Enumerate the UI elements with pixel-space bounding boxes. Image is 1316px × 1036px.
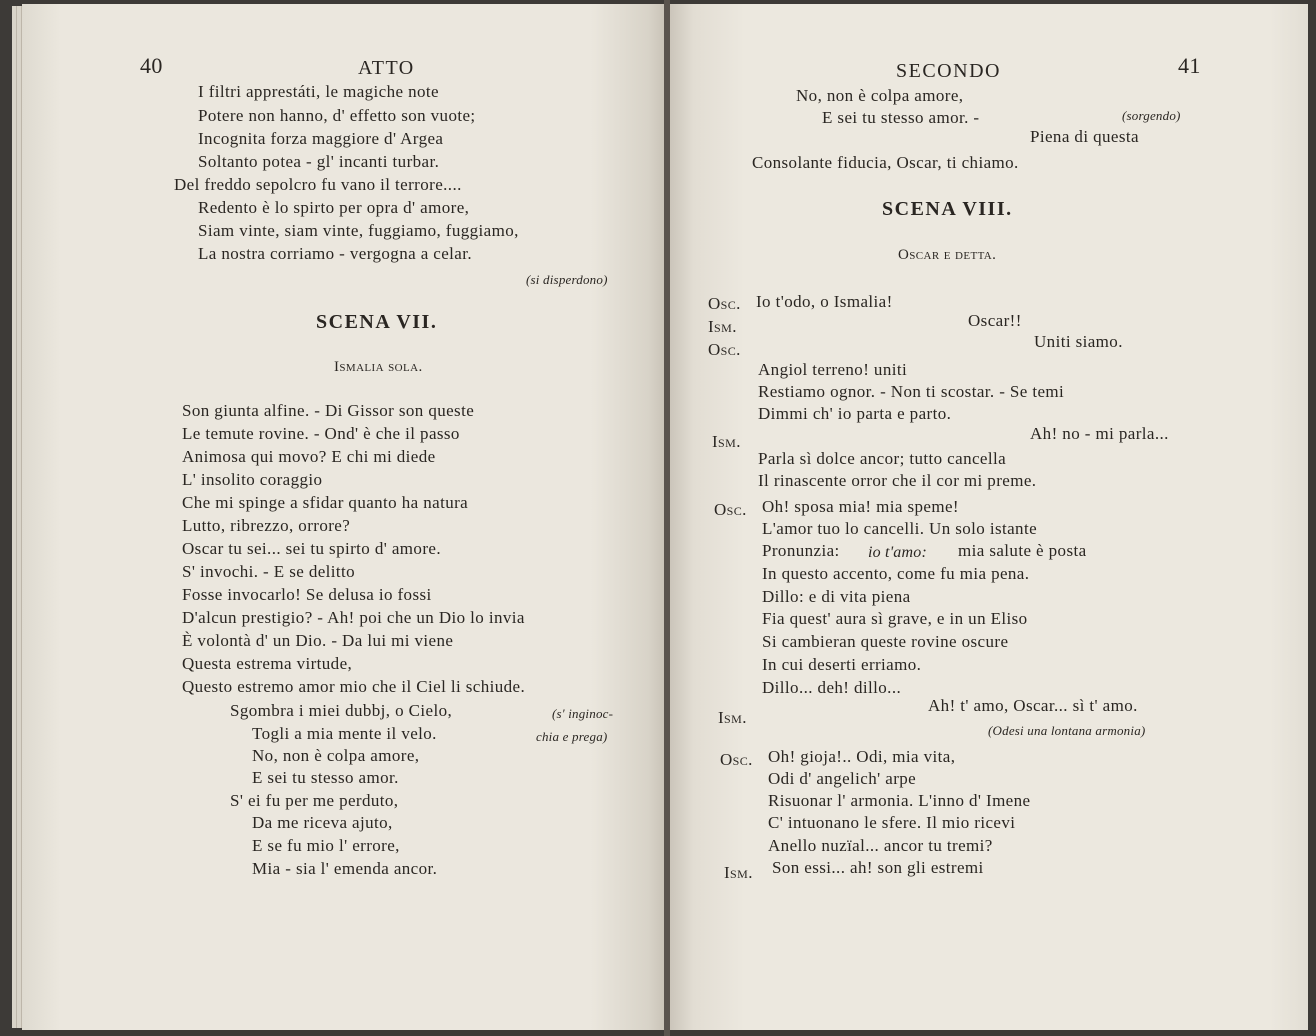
aria-line: Togli a mia mente il velo. (252, 724, 437, 743)
monologue-line: Le temute rovine. - Ond' è che il passo (182, 424, 460, 443)
speaker-label: Osc. (708, 340, 741, 359)
dialogue-line: Dimmi ch' io parta e parto. (758, 404, 952, 423)
scene-cast: Ismalia sola. (334, 359, 423, 375)
dialogue-line: Restiamo ognor. - Non ti scostar. - Se temi (758, 382, 1065, 401)
dialogue-line: In cui deserti erriamo. (762, 655, 922, 674)
aria-line: Mia - sia l' emenda ancor. (252, 859, 438, 878)
scene-title: SCENA VII. (316, 311, 438, 333)
dialogue-line: Dillo: e di vita piena (762, 587, 911, 606)
page-number: 41 (1178, 53, 1201, 78)
dialogue-line: Risuonar l' armonia. L'inno d' Imene (768, 791, 1031, 810)
dialogue-line: mia salute è posta (958, 541, 1087, 560)
dialogue-line: Anello nuzïal... ancor tu tremi? (768, 836, 993, 855)
page-number: 40 (140, 53, 163, 78)
monologue-line: Lutto, ribrezzo, orrore? (182, 516, 351, 535)
verse-line: Incognita forza maggiore d' Argea (198, 129, 444, 148)
verse-line: Soltanto potea - gl' incanti turbar. (198, 152, 440, 171)
scene-title: SCENA VIII. (882, 198, 1013, 220)
stage-direction: (Odesi una lontana armonia) (988, 723, 1146, 738)
stage-direction: (si disperdono) (526, 272, 608, 287)
dialogue-line: Parla sì dolce ancor; tutto cancella (758, 449, 1007, 468)
verse-line: Piena di questa (1030, 127, 1139, 146)
dialogue-line: Odi d' angelich' arpe (768, 769, 917, 788)
monologue-line: Son giunta alfine. - Di Gissor son queste (182, 401, 475, 420)
speaker-label: Ism. (712, 432, 741, 451)
dialogue-line: Pronunzia: (762, 541, 840, 560)
dialogue-line: Fia quest' aura sì grave, e in un Eliso (762, 609, 1028, 628)
aria-line: Da me riceva ajuto, (252, 813, 393, 832)
left-page (22, 4, 668, 1030)
stage-direction: (sorgendo) (1122, 108, 1181, 123)
scene-cast: Oscar e detta. (898, 247, 997, 263)
dialogue-line: Dillo... deh! dillo... (762, 678, 902, 697)
monologue-line: L' insolito coraggio (182, 470, 323, 489)
aria-line: E sei tu stesso amor. (252, 768, 399, 787)
dialogue-line: In questo accento, come fu mia pena. (762, 564, 1030, 583)
dialogue-line: Angiol terreno! uniti (758, 360, 908, 379)
monologue-line: Animosa qui movo? E chi mi diede (182, 447, 436, 466)
verse-line: Potere non hanno, d' effetto son vuote; (198, 106, 476, 125)
monologue-line: Questa estrema virtude, (182, 654, 353, 673)
dialogue-line: Son essi... ah! son gli estremi (772, 858, 984, 877)
dialogue-line: L'amor tuo lo cancelli. Un solo istante (762, 519, 1038, 538)
speaker-label: Osc. (720, 750, 753, 769)
speaker-label: Ism. (718, 708, 747, 727)
verse-line: I filtri apprestáti, le magiche note (198, 82, 439, 101)
speaker-label: Osc. (708, 294, 741, 313)
monologue-line: È volontà d' un Dio. - Da lui mi viene (182, 631, 454, 650)
stage-direction: (s' inginoc- (552, 706, 614, 721)
dialogue-line: Uniti siamo. (1034, 332, 1123, 351)
monologue-line: Che mi spinge a sfidar quanto ha natura (182, 493, 469, 512)
running-head: ATTO (358, 57, 415, 79)
verse-line: La nostra corriamo - vergogna a celar. (198, 244, 473, 263)
dialogue-line: Ah! no - mi parla... (1030, 424, 1169, 443)
verse-line: Del freddo sepolcro fu vano il terrore.... (174, 175, 462, 194)
dialogue-line: Oscar!! (968, 311, 1022, 330)
monologue-line: Questo estremo amor mio che il Ciel li schiude. (182, 677, 526, 696)
dialogue-line: Oh! gioja!.. Odi, mia vita, (768, 747, 956, 766)
running-head: SECONDO (896, 60, 1001, 82)
verse-line: Consolante fiducia, Oscar, ti chiamo. (752, 153, 1019, 172)
speaker-label: Ism. (724, 863, 753, 882)
verse-line: No, non è colpa amore, (796, 86, 964, 105)
dialogue-line: Si cambieran queste rovine oscure (762, 632, 1009, 651)
dialogue-line: Ah! t' amo, Oscar... sì t' amo. (928, 696, 1138, 715)
speaker-label: Ism. (708, 317, 737, 336)
stage-direction: chia e prega) (536, 729, 608, 744)
dialogue-line: Io t'odo, o Ismalia! (756, 292, 893, 311)
monologue-line: Fosse invocarlo! Se delusa io fossi (182, 585, 432, 604)
aria-line: No, non è colpa amore, (252, 746, 420, 765)
verse-line: E sei tu stesso amor. - (822, 108, 980, 127)
monologue-line: Oscar tu sei... sei tu spirto d' amore. (182, 539, 441, 558)
verse-line: Redento è lo spirto per opra d' amore, (198, 198, 470, 217)
aria-line: E se fu mio l' errore, (252, 836, 400, 855)
dialogue-line: Oh! sposa mia! mia speme! (762, 497, 959, 516)
dialogue-line: Il rinascente orror che il cor mi preme. (758, 471, 1037, 490)
speaker-label: Osc. (714, 500, 747, 519)
monologue-line: D'alcun prestigio? - Ah! poi che un Dio lo invia (182, 608, 525, 627)
monologue-line: S' invochi. - E se delitto (182, 562, 356, 581)
dialogue-line: C' intuonano le sfere. Il mio ricevi (768, 813, 1016, 832)
aria-line: S' ei fu per me perduto, (230, 791, 399, 810)
emphasis-text: io t'amo: (868, 544, 927, 561)
book-gutter (664, 0, 670, 1036)
verse-line: Siam vinte, siam vinte, fuggiamo, fuggiamo, (198, 221, 519, 240)
aria-line: Sgombra i miei dubbj, o Cielo, (230, 701, 453, 720)
right-page (668, 4, 1308, 1030)
